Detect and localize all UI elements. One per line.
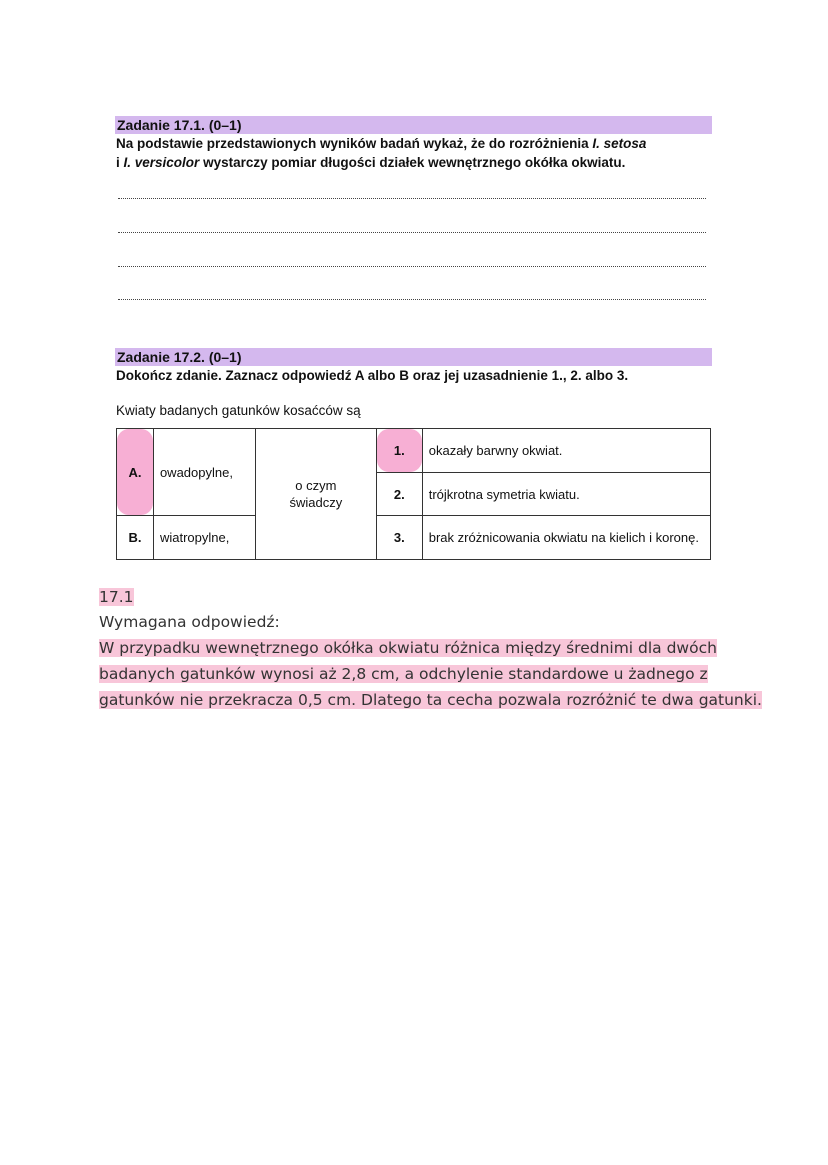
option-b-label[interactable]: B.	[117, 516, 154, 560]
answer-body	[99, 635, 762, 713]
species-name: I. versicolor	[123, 155, 200, 170]
answer-line-text: badanych gatunków wynosi aż 2,8 cm, a odchylenie standardowe u żadnego z	[99, 665, 708, 683]
connector-text: o czym świadczy	[255, 429, 376, 560]
answer-line-text: W przypadku wewnętrznego okółka okwiatu różnica między średnimi dla dwóch	[99, 639, 717, 657]
answer-title: Wymagana odpowiedź:	[99, 613, 280, 631]
answer-line[interactable]	[118, 232, 706, 233]
species-name: I. setosa	[592, 136, 647, 151]
question-stem: Kwiaty badanych gatunków kosaćców są	[116, 403, 361, 418]
reason-3-label[interactable]: 3.	[376, 516, 422, 560]
reason-2-text[interactable]: trójkrotna symetria kwiatu.	[422, 473, 710, 516]
task-17-1-header: Zadanie 17.1. (0–1)	[115, 116, 712, 134]
option-a-label[interactable]: A.	[117, 429, 154, 516]
task-17-2-instruction: Dokończ zdanie. Zaznacz odpowiedź A albo B oraz jej uzasadnienie 1., 2. albo 3.	[116, 368, 629, 383]
instruction-text: wystarczy pomiar długości działek wewnętrznego okółka okwiatu.	[199, 155, 626, 170]
task-17-1-instruction	[116, 134, 716, 172]
answer-number-label: 17.1	[99, 588, 134, 606]
answer-choice-table	[116, 428, 711, 560]
answer-line-text: gatunków nie przekracza 0,5 cm. Dlatego ta cecha pozwala rozróżnić te dwa gatunki.	[99, 691, 762, 709]
answer-line[interactable]	[118, 299, 706, 300]
option-a-text[interactable]: owadopylne,	[153, 429, 255, 516]
answer-line[interactable]	[118, 198, 706, 199]
reason-1-label[interactable]: 1.	[376, 429, 422, 473]
reason-3-text[interactable]: brak zróżnicowania okwiatu na kielich i koronę.	[422, 516, 710, 560]
task-17-2-header: Zadanie 17.2. (0–1)	[115, 348, 712, 366]
instruction-text: i	[116, 155, 124, 170]
answer-line[interactable]	[118, 266, 706, 267]
reason-1-text[interactable]: okazały barwny okwiat.	[422, 429, 710, 473]
option-b-text[interactable]: wiatropylne,	[153, 516, 255, 560]
reason-2-label[interactable]: 2.	[376, 473, 422, 516]
instruction-text: Na podstawie przedstawionych wyników badań wykaż, że do rozróżnienia	[116, 136, 593, 151]
answer-number	[99, 584, 134, 610]
